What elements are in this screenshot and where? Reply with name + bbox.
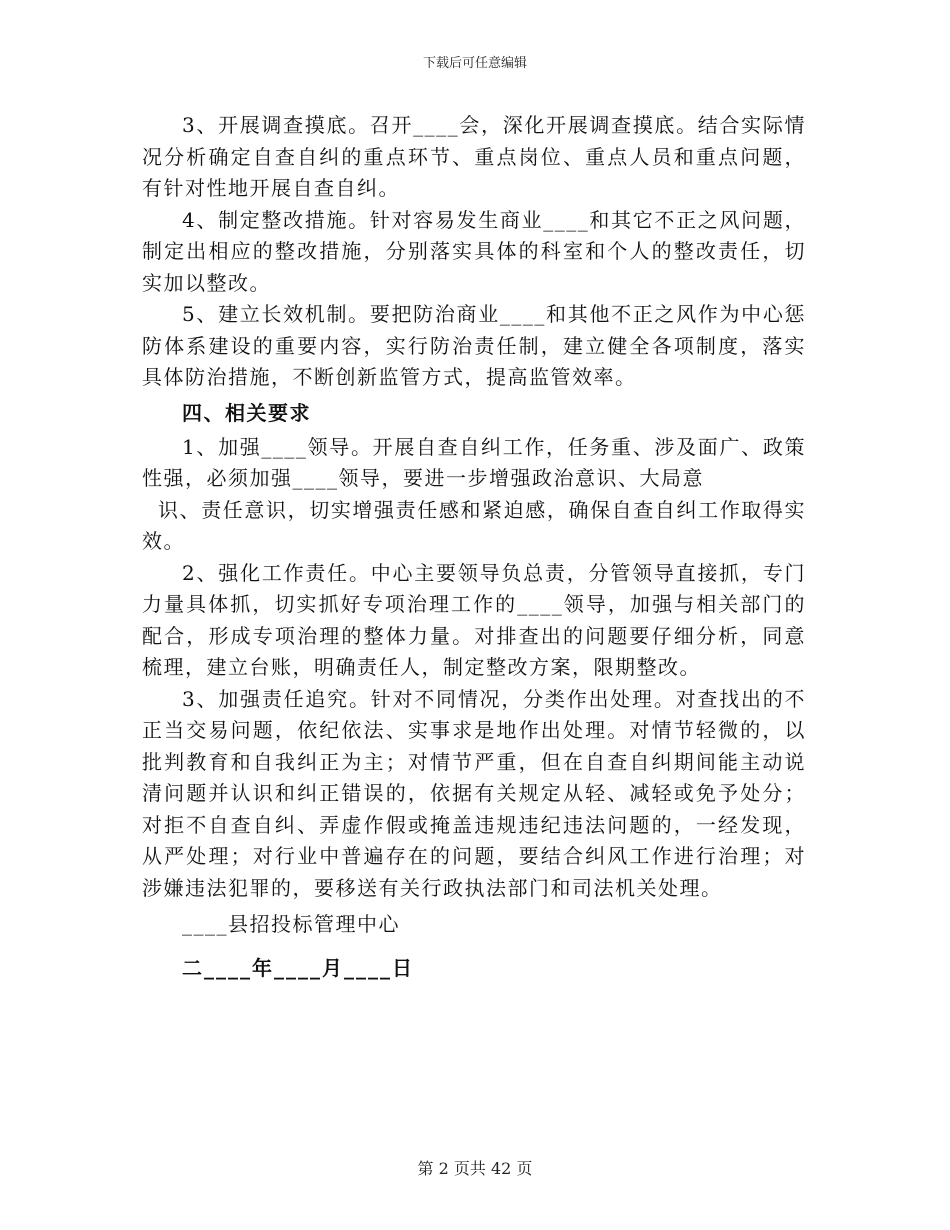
paragraph-long-term-mechanism: 5、建立长效机制。要把防治商业____和其他不正之风作为中心惩防体系建设的重要内容，实行防治责任制，建立健全各项制度，落实具体防治措施，不断创新监管方式，提高监管效率。 (142, 302, 806, 389)
document-body (142, 110, 806, 988)
paragraph-work-responsibility: 2、强化工作责任。中心主要领导负总责，分管领导直接抓，专门力量具体抓，切实抓好专项治理工作的____领导，加强与相关部门的配合，形成专项治理的整体力量。对排查出的问题要仔细分析，同意梳理，建立台账，明确责任人，制定整改方案，限期整改。 (142, 560, 806, 679)
signature-date: 二____年____月____日 (182, 956, 414, 980)
page-header-note: 下载后可任意编辑 (422, 56, 527, 71)
section-heading-requirements: 四、相关要求 (182, 400, 311, 425)
page-number: 第 2 页共 42 页 (417, 1159, 533, 1178)
paragraph-accountability: 3、加强责任追究。针对不同情况，分类作出处理。对查找出的不正当交易问题，依纪依法、实事求是地作出处理。对情节轻微的，以批判教育和自我纠正为主；对情节严重，但在自查自纠期间能主动说清问题并认识和纠正错误的，依据有关规定从轻、减轻或免予处分；对拒不自查自纠、弄虚作假或掩盖违规违纪违法问题的，一经发现，从严处理；对行业中普遍存在的问题，要结合纠风工作进行治理；对涉嫌违法犯罪的，要移送有关行政执法部门和司法机关处理。 (142, 686, 806, 900)
paragraph-rectification: 4、制定整改措施。针对容易发生商业____和其它不正之风问题，制定出相应的整改措施，分别落实具体的科室和个人的整改责任，切实加以整改。 (142, 207, 806, 295)
paragraph-investigation: 3、开展调查摸底。召开____会，深化开展调查摸底。结合实际情况分析确定自查自纠的重点环节、重点岗位、重点人员和重点问题，有针对性地开展自查自纠。 (142, 113, 806, 200)
paragraph-strengthen-leadership: 1、加强____领导。开展自查自纠工作，任务重、涉及面广、政策性强，必须加强____领导，要进一步增强政治意识、大局意 (142, 434, 806, 490)
signature-organization: ____县招投标管理中心 (182, 912, 400, 936)
paragraph-strengthen-leadership-continued: 识、责任意识，切实增强责任感和紧迫感，确保自查自纠工作取得实效。 (142, 497, 806, 553)
